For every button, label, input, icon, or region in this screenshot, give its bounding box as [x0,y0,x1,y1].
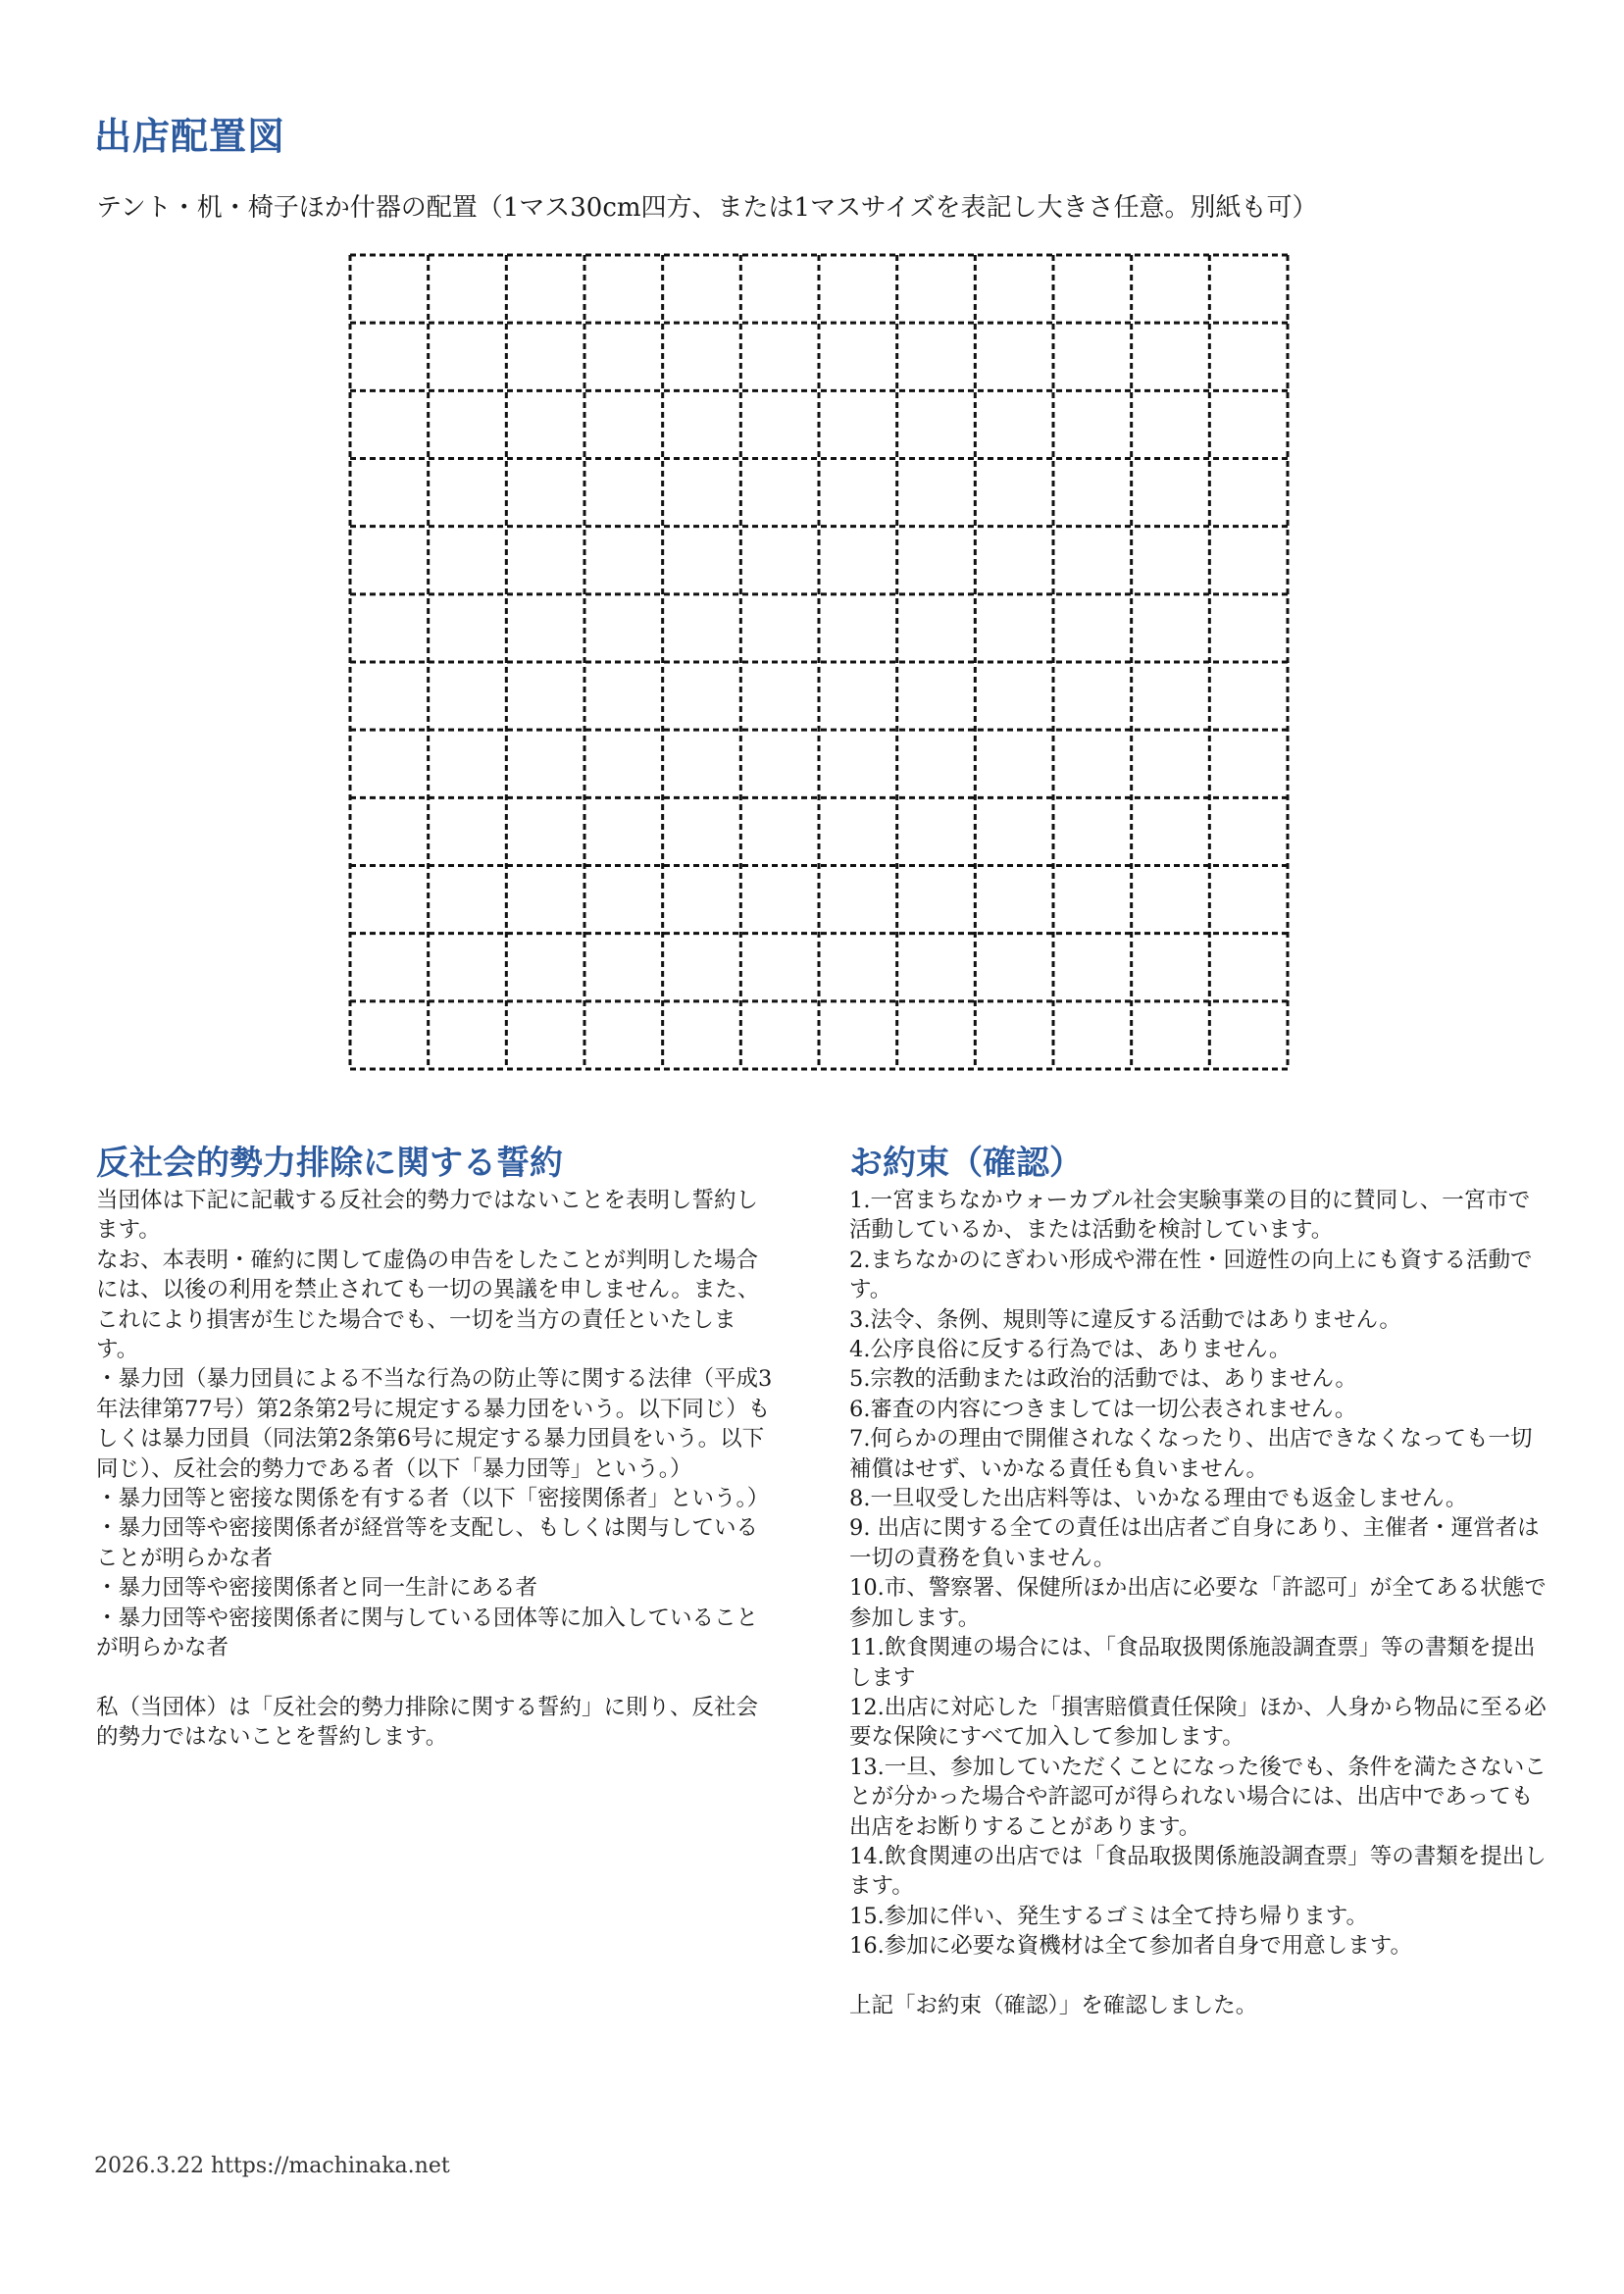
page-title: 出店配置図 [94,115,286,158]
promise-title: お約束（確認） [849,1144,1083,1183]
pledge-item: ・暴力団（暴力団員による不当な行為の防止等に関する法律（平成3年法律第77号）第2条第2号に規定する暴力団をいう。以下同じ）もしくは暴力団員（同法第2条第6号に規定する暴力団員をいう。以下同じ）、反社会的勢力である者（以下「暴力団等」という。） [96,1366,773,1482]
footer-date-url: 2026.3.22 https://machinaka.net [94,2154,450,2178]
promise-item: 7.何らかの理由で開催されなくなったり、出店できなくなっても一切補償はせず、いかなる責任も負いません。 [849,1426,1533,1482]
pledge-item: ・暴力団等や密接関係者と同一生計にある者 [96,1575,538,1602]
promise-item: 12.出店に対応した「損害賠償責任保険」ほか、人身から物品に至る必要な保険にすべて加入して参加します。 [849,1694,1547,1751]
promise-item: 11.飲食関連の場合には、「食品取扱関係施設調査票」等の書類を提出します [849,1635,1536,1691]
promise-item: 2.まちなかのにぎわい形成や滞在性・回遊性の向上にも資する活動です。 [849,1247,1533,1303]
pledge-paragraph: なお、本表明・確約に関して虚偽の申告をしたことが判明した場合には、以後の利用を禁止されても一切の異議を申しません。また、これにより損害が生じた場合でも、一切を当方の責任といたします。 [96,1247,760,1363]
layout-instructions: テント・机・椅子ほか什器の配置（1マス30cm四方、または1マスサイズを表記し大きさ任意。別紙も可） [96,193,1318,223]
promise-item: 5.宗教的活動または政治的活動では、ありません。 [849,1366,1357,1393]
promise-item: 10.市、警察署、保健所ほか出店に必要な「許認可」が全てある状態で参加します。 [849,1575,1547,1631]
promise-item: 15.参加に伴い、発生するゴミは全て持ち帰ります。 [849,1903,1368,1929]
layout-grid [348,253,1290,1071]
promise-closing: 上記「お約束（確認）」を確認しました。 [849,1992,1258,2018]
pledge-section [96,1143,775,1753]
promise-item: 16.参加に必要な資機材は全て参加者自身で用意します。 [849,1933,1412,1960]
promise-item: 9. 出店に関する全ての責任は出店者ご自身にあり、主催者・運営者は一切の責務を負いません。 [849,1515,1540,1571]
pledge-closing: 私（当団体）は「反社会的勢力排除に関する誓約」に則り、反社会的勢力ではないことを誓約します。 [96,1694,759,1751]
promise-item: 14.飲食関連の出店では「食品取扱関係施設調査票」等の書類を提出します。 [849,1843,1547,1900]
promise-item: 8.一旦収受した出店料等は、いかなる理由でも返金しません。 [849,1486,1468,1512]
pledge-title: 反社会的勢力排除に関する誓約 [96,1144,563,1183]
pledge-item: ・暴力団等や密接関係者が経営等を支配し、もしくは関与していることが明らかな者 [96,1515,759,1571]
pledge-item: ・暴力団等や密接関係者に関与している団体等に加入していることが明らかな者 [96,1605,759,1661]
promise-item: 4.公序良俗に反する行為では、ありません。 [849,1337,1292,1363]
pledge-item: ・暴力団等と密接な関係を有する者（以下「密接関係者」という。） [96,1486,770,1512]
pledge-paragraph: 当団体は下記に記載する反社会的勢力ではないことを表明し誓約します。 [96,1188,759,1244]
promise-item: 6.審査の内容につきましては一切公表されません。 [849,1396,1357,1422]
promise-item: 3.法令、条例、規則等に違反する活動ではありません。 [849,1306,1401,1333]
promise-item: 1.一宮まちなかウォーカブル社会実験事業の目的に賛同し、一宮市で活動しているか、または活動を検討しています。 [849,1188,1531,1244]
promise-item: 13.一旦、参加していただくことになった後でも、条件を満たさないことが分かった場合や許認可が得られない場合には、出店中であっても出店をお断りすることがあります。 [849,1754,1547,1840]
promise-section [849,1143,1548,2020]
